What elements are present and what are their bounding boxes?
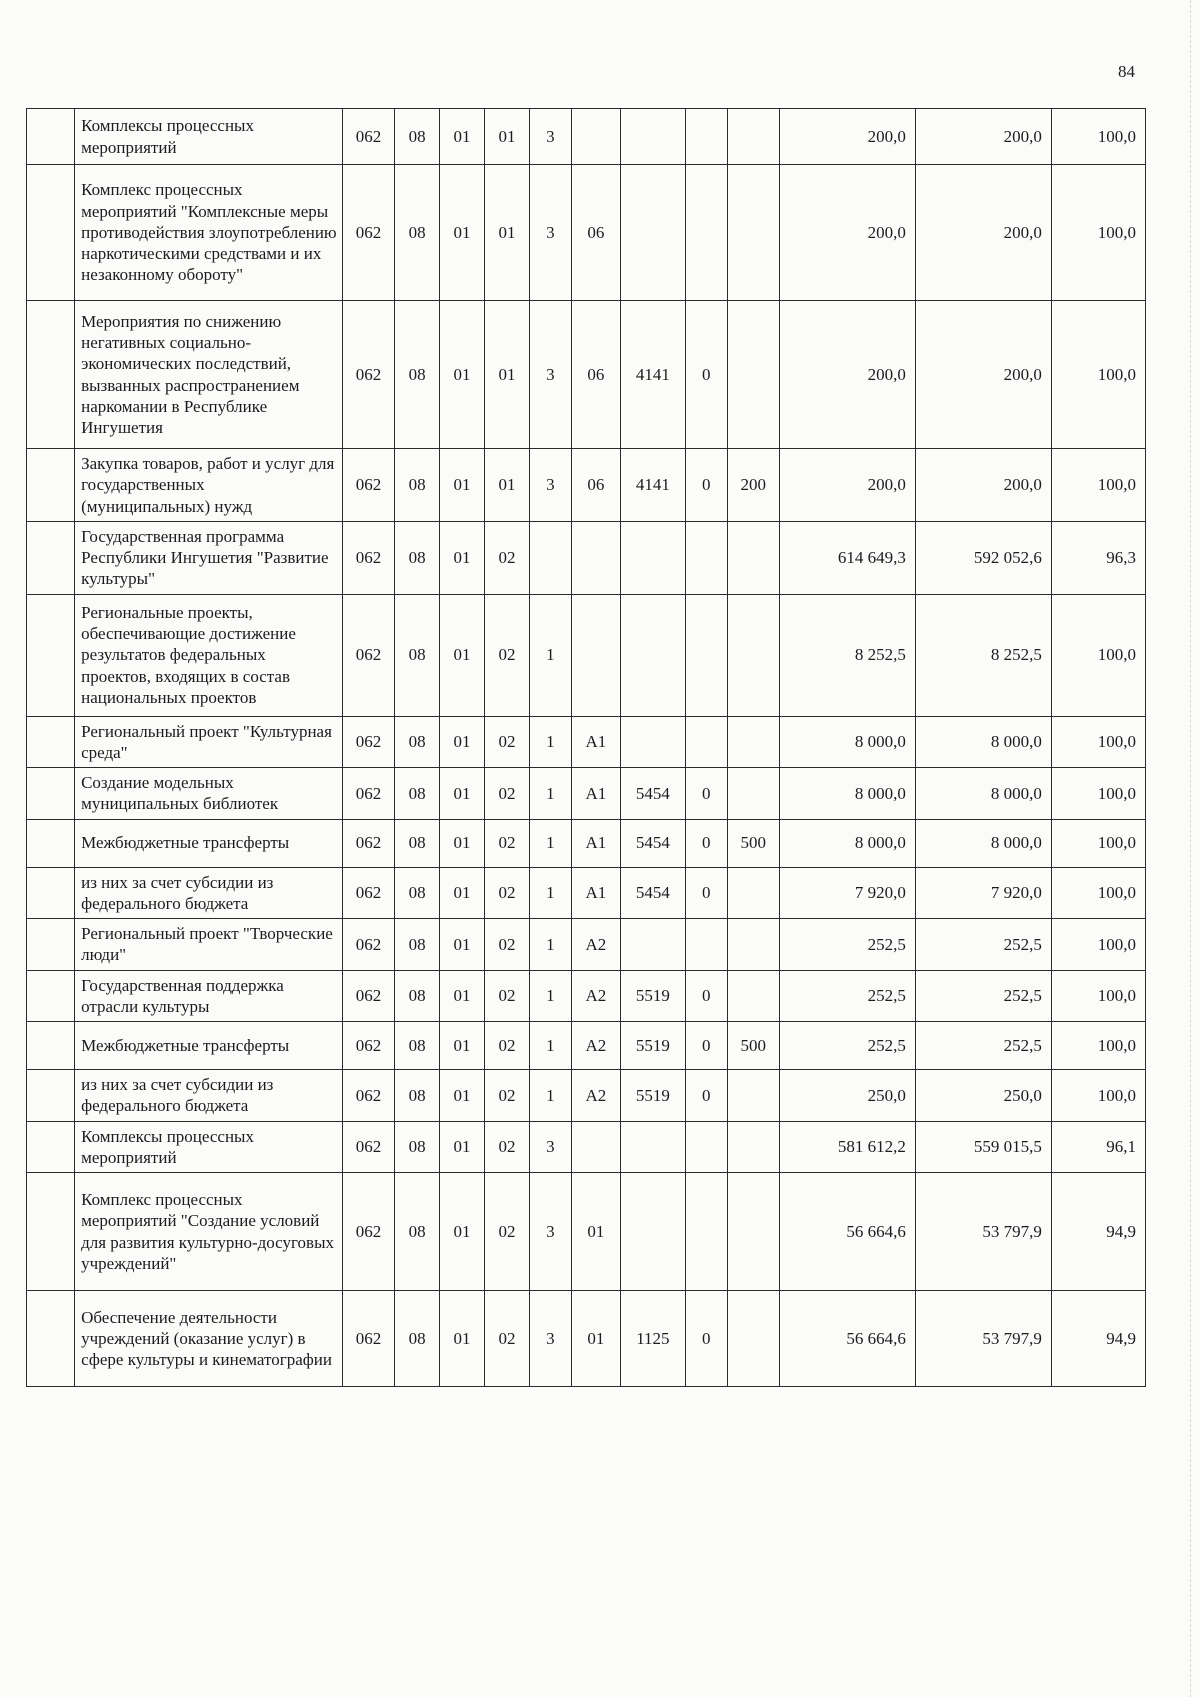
code-direction-cell [620, 716, 685, 768]
actual-amount-cell: 8 000,0 [915, 819, 1051, 867]
table-row [27, 1121, 1146, 1173]
code-sub-direction-cell [685, 165, 727, 301]
planned-amount-cell: 200,0 [779, 165, 915, 301]
code-project-cell: A1 [571, 819, 620, 867]
row-number-cell [27, 1070, 75, 1122]
scan-edge-line [1190, 0, 1192, 1697]
actual-amount-cell: 8 000,0 [915, 768, 1051, 820]
code-program-cell: 01 [485, 449, 530, 522]
table-row [27, 1173, 1146, 1291]
code-ministry-cell: 062 [342, 1291, 394, 1387]
item-name-cell: Региональный проект "Творческие люди" [75, 919, 343, 971]
code-ministry-cell: 062 [342, 1070, 394, 1122]
code-ministry-cell: 062 [342, 919, 394, 971]
planned-amount-cell: 7 920,0 [779, 867, 915, 919]
execution-percent-cell: 100,0 [1051, 594, 1145, 716]
planned-amount-cell: 200,0 [779, 449, 915, 522]
actual-amount-cell: 252,5 [915, 919, 1051, 971]
actual-amount-cell: 7 920,0 [915, 867, 1051, 919]
code-sub-direction-cell: 0 [685, 819, 727, 867]
code-sub-direction-cell: 0 [685, 1070, 727, 1122]
code-subsection-cell: 01 [440, 301, 485, 449]
planned-amount-cell: 581 612,2 [779, 1121, 915, 1173]
code-project-cell [571, 109, 620, 165]
planned-amount-cell: 252,5 [779, 1022, 915, 1070]
table-row [27, 970, 1146, 1022]
execution-percent-cell: 100,0 [1051, 1070, 1145, 1122]
code-section-cell: 08 [395, 449, 440, 522]
execution-percent-cell: 100,0 [1051, 970, 1145, 1022]
code-ministry-cell: 062 [342, 768, 394, 820]
row-number-cell [27, 1173, 75, 1291]
item-name-cell: Межбюджетные трансферты [75, 1022, 343, 1070]
code-sub-direction-cell [685, 1121, 727, 1173]
code-sub-direction-cell [685, 919, 727, 971]
execution-percent-cell: 100,0 [1051, 1022, 1145, 1070]
table-row [27, 165, 1146, 301]
code-program-type-cell: 1 [530, 716, 572, 768]
code-program-type-cell: 1 [530, 1070, 572, 1122]
code-section-cell: 08 [395, 165, 440, 301]
item-name-cell: Комплекс процессных мероприятий "Комплексные меры противодействия злоупотреблению наркотическими средствами и их незаконному обороту" [75, 165, 343, 301]
actual-amount-cell: 592 052,6 [915, 521, 1051, 594]
page-number: 84 [1118, 62, 1135, 81]
code-sub-direction-cell: 0 [685, 867, 727, 919]
row-number-cell [27, 1291, 75, 1387]
row-number-cell [27, 716, 75, 768]
budget-table-body [27, 109, 1146, 1387]
code-section-cell: 08 [395, 819, 440, 867]
table-row [27, 1022, 1146, 1070]
code-ministry-cell: 062 [342, 1173, 394, 1291]
code-ministry-cell: 062 [342, 165, 394, 301]
item-name-cell: Региональный проект "Культурная среда" [75, 716, 343, 768]
row-number-cell [27, 867, 75, 919]
row-number-cell [27, 449, 75, 522]
planned-amount-cell: 8 000,0 [779, 819, 915, 867]
actual-amount-cell: 53 797,9 [915, 1291, 1051, 1387]
code-project-cell: 06 [571, 449, 620, 522]
code-subsection-cell: 01 [440, 1173, 485, 1291]
code-ministry-cell: 062 [342, 301, 394, 449]
code-program-cell: 02 [485, 521, 530, 594]
code-direction-cell: 4141 [620, 301, 685, 449]
row-number-cell [27, 1121, 75, 1173]
actual-amount-cell: 200,0 [915, 109, 1051, 165]
item-name-cell: Государственная программа Республики Ингушетия "Развитие культуры" [75, 521, 343, 594]
code-subsection-cell: 01 [440, 109, 485, 165]
code-program-cell: 02 [485, 1173, 530, 1291]
planned-amount-cell: 8 000,0 [779, 768, 915, 820]
code-sub-direction-cell [685, 1173, 727, 1291]
item-name-cell: Комплексы процессных мероприятий [75, 1121, 343, 1173]
code-expense-type-cell [727, 1070, 779, 1122]
code-expense-type-cell: 500 [727, 1022, 779, 1070]
code-expense-type-cell [727, 1121, 779, 1173]
code-expense-type-cell [727, 1291, 779, 1387]
code-ministry-cell: 062 [342, 819, 394, 867]
row-number-cell [27, 819, 75, 867]
code-sub-direction-cell: 0 [685, 301, 727, 449]
item-name-cell: Закупка товаров, работ и услуг для государственных (муниципальных) нужд [75, 449, 343, 522]
code-direction-cell: 5519 [620, 970, 685, 1022]
code-expense-type-cell [727, 970, 779, 1022]
code-program-type-cell: 1 [530, 594, 572, 716]
code-section-cell: 08 [395, 1173, 440, 1291]
code-subsection-cell: 01 [440, 716, 485, 768]
code-program-type-cell: 3 [530, 1173, 572, 1291]
code-section-cell: 08 [395, 716, 440, 768]
item-name-cell: Комплекс процессных мероприятий "Создание условий для развития культурно-досуговых учреждений" [75, 1173, 343, 1291]
code-ministry-cell: 062 [342, 1022, 394, 1070]
code-section-cell: 08 [395, 970, 440, 1022]
code-direction-cell [620, 109, 685, 165]
actual-amount-cell: 53 797,9 [915, 1173, 1051, 1291]
item-name-cell: Государственная поддержка отрасли культуры [75, 970, 343, 1022]
code-program-type-cell: 3 [530, 301, 572, 449]
code-sub-direction-cell: 0 [685, 970, 727, 1022]
code-section-cell: 08 [395, 301, 440, 449]
code-program-type-cell: 3 [530, 449, 572, 522]
code-direction-cell: 5454 [620, 819, 685, 867]
actual-amount-cell: 200,0 [915, 449, 1051, 522]
code-project-cell [571, 521, 620, 594]
execution-percent-cell: 100,0 [1051, 301, 1145, 449]
table-row [27, 521, 1146, 594]
row-number-cell [27, 521, 75, 594]
code-program-cell: 02 [485, 1070, 530, 1122]
code-subsection-cell: 01 [440, 165, 485, 301]
code-direction-cell: 5519 [620, 1022, 685, 1070]
code-program-type-cell: 1 [530, 919, 572, 971]
execution-percent-cell: 100,0 [1051, 165, 1145, 301]
actual-amount-cell: 559 015,5 [915, 1121, 1051, 1173]
code-section-cell: 08 [395, 521, 440, 594]
budget-table [26, 108, 1146, 1387]
row-number-cell [27, 970, 75, 1022]
code-section-cell: 08 [395, 1291, 440, 1387]
code-project-cell: A1 [571, 768, 620, 820]
code-sub-direction-cell: 0 [685, 768, 727, 820]
code-direction-cell [620, 1173, 685, 1291]
code-section-cell: 08 [395, 1022, 440, 1070]
code-direction-cell [620, 1121, 685, 1173]
table-row [27, 919, 1146, 971]
code-ministry-cell: 062 [342, 449, 394, 522]
code-subsection-cell: 01 [440, 1070, 485, 1122]
actual-amount-cell: 252,5 [915, 970, 1051, 1022]
code-program-type-cell: 1 [530, 867, 572, 919]
planned-amount-cell: 252,5 [779, 970, 915, 1022]
code-program-cell: 01 [485, 165, 530, 301]
item-name-cell: Создание модельных муниципальных библиотек [75, 768, 343, 820]
code-project-cell: A1 [571, 716, 620, 768]
execution-percent-cell: 100,0 [1051, 819, 1145, 867]
item-name-cell: из них за счет субсидии из федерального бюджета [75, 1070, 343, 1122]
planned-amount-cell: 614 649,3 [779, 521, 915, 594]
code-ministry-cell: 062 [342, 970, 394, 1022]
code-sub-direction-cell [685, 521, 727, 594]
table-row [27, 1291, 1146, 1387]
table-row [27, 594, 1146, 716]
code-subsection-cell: 01 [440, 819, 485, 867]
code-program-cell: 02 [485, 970, 530, 1022]
planned-amount-cell: 8 000,0 [779, 716, 915, 768]
code-expense-type-cell: 500 [727, 819, 779, 867]
execution-percent-cell: 96,3 [1051, 521, 1145, 594]
actual-amount-cell: 200,0 [915, 301, 1051, 449]
code-subsection-cell: 01 [440, 970, 485, 1022]
row-number-cell [27, 301, 75, 449]
code-program-cell: 02 [485, 919, 530, 971]
table-row [27, 109, 1146, 165]
code-subsection-cell: 01 [440, 594, 485, 716]
code-program-type-cell: 3 [530, 1291, 572, 1387]
code-ministry-cell: 062 [342, 1121, 394, 1173]
code-subsection-cell: 01 [440, 1291, 485, 1387]
code-subsection-cell: 01 [440, 1121, 485, 1173]
code-expense-type-cell [727, 919, 779, 971]
code-project-cell [571, 1121, 620, 1173]
actual-amount-cell: 200,0 [915, 165, 1051, 301]
execution-percent-cell: 94,9 [1051, 1291, 1145, 1387]
row-number-cell [27, 768, 75, 820]
table-row [27, 1070, 1146, 1122]
code-sub-direction-cell [685, 716, 727, 768]
item-name-cell: Комплексы процессных мероприятий [75, 109, 343, 165]
code-expense-type-cell [727, 1173, 779, 1291]
code-program-cell: 02 [485, 1022, 530, 1070]
code-program-type-cell: 3 [530, 1121, 572, 1173]
code-project-cell: 06 [571, 301, 620, 449]
code-expense-type-cell [727, 165, 779, 301]
code-program-cell: 02 [485, 819, 530, 867]
code-program-type-cell: 3 [530, 165, 572, 301]
code-direction-cell [620, 165, 685, 301]
table-row [27, 301, 1146, 449]
row-number-cell [27, 594, 75, 716]
code-expense-type-cell [727, 109, 779, 165]
code-program-cell: 02 [485, 1121, 530, 1173]
code-direction-cell: 5454 [620, 867, 685, 919]
code-direction-cell: 5454 [620, 768, 685, 820]
code-program-type-cell: 1 [530, 819, 572, 867]
code-sub-direction-cell: 0 [685, 1022, 727, 1070]
table-row [27, 449, 1146, 522]
item-name-cell: Региональные проекты, обеспечивающие достижение результатов федеральных проектов, входящих в состав национальных проектов [75, 594, 343, 716]
execution-percent-cell: 94,9 [1051, 1173, 1145, 1291]
code-program-cell: 02 [485, 716, 530, 768]
table-row [27, 716, 1146, 768]
code-subsection-cell: 01 [440, 1022, 485, 1070]
code-program-type-cell: 1 [530, 1022, 572, 1070]
execution-percent-cell: 100,0 [1051, 768, 1145, 820]
code-subsection-cell: 01 [440, 768, 485, 820]
item-name-cell: Межбюджетные трансферты [75, 819, 343, 867]
actual-amount-cell: 252,5 [915, 1022, 1051, 1070]
execution-percent-cell: 96,1 [1051, 1121, 1145, 1173]
code-program-type-cell: 1 [530, 970, 572, 1022]
planned-amount-cell: 200,0 [779, 109, 915, 165]
code-ministry-cell: 062 [342, 521, 394, 594]
code-direction-cell: 4141 [620, 449, 685, 522]
code-program-type-cell [530, 521, 572, 594]
row-number-cell [27, 165, 75, 301]
code-project-cell: A2 [571, 970, 620, 1022]
code-expense-type-cell [727, 521, 779, 594]
code-ministry-cell: 062 [342, 867, 394, 919]
code-direction-cell: 5519 [620, 1070, 685, 1122]
code-ministry-cell: 062 [342, 716, 394, 768]
code-section-cell: 08 [395, 594, 440, 716]
item-name-cell: из них за счет субсидии из федерального бюджета [75, 867, 343, 919]
code-section-cell: 08 [395, 109, 440, 165]
code-program-cell: 02 [485, 594, 530, 716]
code-program-cell: 02 [485, 768, 530, 820]
code-ministry-cell: 062 [342, 109, 394, 165]
planned-amount-cell: 56 664,6 [779, 1173, 915, 1291]
code-section-cell: 08 [395, 919, 440, 971]
execution-percent-cell: 100,0 [1051, 449, 1145, 522]
code-section-cell: 08 [395, 867, 440, 919]
code-direction-cell [620, 919, 685, 971]
code-project-cell: 01 [571, 1291, 620, 1387]
code-expense-type-cell [727, 301, 779, 449]
code-expense-type-cell [727, 594, 779, 716]
execution-percent-cell: 100,0 [1051, 109, 1145, 165]
planned-amount-cell: 200,0 [779, 301, 915, 449]
code-expense-type-cell [727, 867, 779, 919]
code-program-cell: 02 [485, 867, 530, 919]
code-project-cell: A2 [571, 919, 620, 971]
planned-amount-cell: 252,5 [779, 919, 915, 971]
code-project-cell: A2 [571, 1070, 620, 1122]
code-direction-cell [620, 594, 685, 716]
code-project-cell: A2 [571, 1022, 620, 1070]
code-expense-type-cell [727, 716, 779, 768]
planned-amount-cell: 250,0 [779, 1070, 915, 1122]
item-name-cell: Обеспечение деятельности учреждений (оказание услуг) в сфере культуры и кинематографии [75, 1291, 343, 1387]
code-project-cell: A1 [571, 867, 620, 919]
table-row [27, 819, 1146, 867]
code-project-cell: 06 [571, 165, 620, 301]
execution-percent-cell: 100,0 [1051, 867, 1145, 919]
code-sub-direction-cell [685, 109, 727, 165]
row-number-cell [27, 1022, 75, 1070]
code-subsection-cell: 01 [440, 449, 485, 522]
execution-percent-cell: 100,0 [1051, 716, 1145, 768]
code-expense-type-cell: 200 [727, 449, 779, 522]
code-project-cell: 01 [571, 1173, 620, 1291]
code-direction-cell [620, 521, 685, 594]
code-section-cell: 08 [395, 768, 440, 820]
code-sub-direction-cell [685, 594, 727, 716]
code-subsection-cell: 01 [440, 521, 485, 594]
code-program-cell: 02 [485, 1291, 530, 1387]
code-subsection-cell: 01 [440, 919, 485, 971]
item-name-cell: Мероприятия по снижению негативных социально-экономических последствий, вызванных распространением наркомании в Республике Ингушетия [75, 301, 343, 449]
code-ministry-cell: 062 [342, 594, 394, 716]
actual-amount-cell: 8 000,0 [915, 716, 1051, 768]
code-direction-cell: 1125 [620, 1291, 685, 1387]
code-project-cell [571, 594, 620, 716]
code-program-type-cell: 1 [530, 768, 572, 820]
code-section-cell: 08 [395, 1121, 440, 1173]
code-expense-type-cell [727, 768, 779, 820]
actual-amount-cell: 8 252,5 [915, 594, 1051, 716]
code-sub-direction-cell: 0 [685, 1291, 727, 1387]
code-program-type-cell: 3 [530, 109, 572, 165]
code-sub-direction-cell: 0 [685, 449, 727, 522]
row-number-cell [27, 109, 75, 165]
planned-amount-cell: 56 664,6 [779, 1291, 915, 1387]
row-number-cell [27, 919, 75, 971]
code-section-cell: 08 [395, 1070, 440, 1122]
table-row [27, 768, 1146, 820]
code-subsection-cell: 01 [440, 867, 485, 919]
actual-amount-cell: 250,0 [915, 1070, 1051, 1122]
code-program-cell: 01 [485, 301, 530, 449]
table-row [27, 867, 1146, 919]
execution-percent-cell: 100,0 [1051, 919, 1145, 971]
planned-amount-cell: 8 252,5 [779, 594, 915, 716]
code-program-cell: 01 [485, 109, 530, 165]
